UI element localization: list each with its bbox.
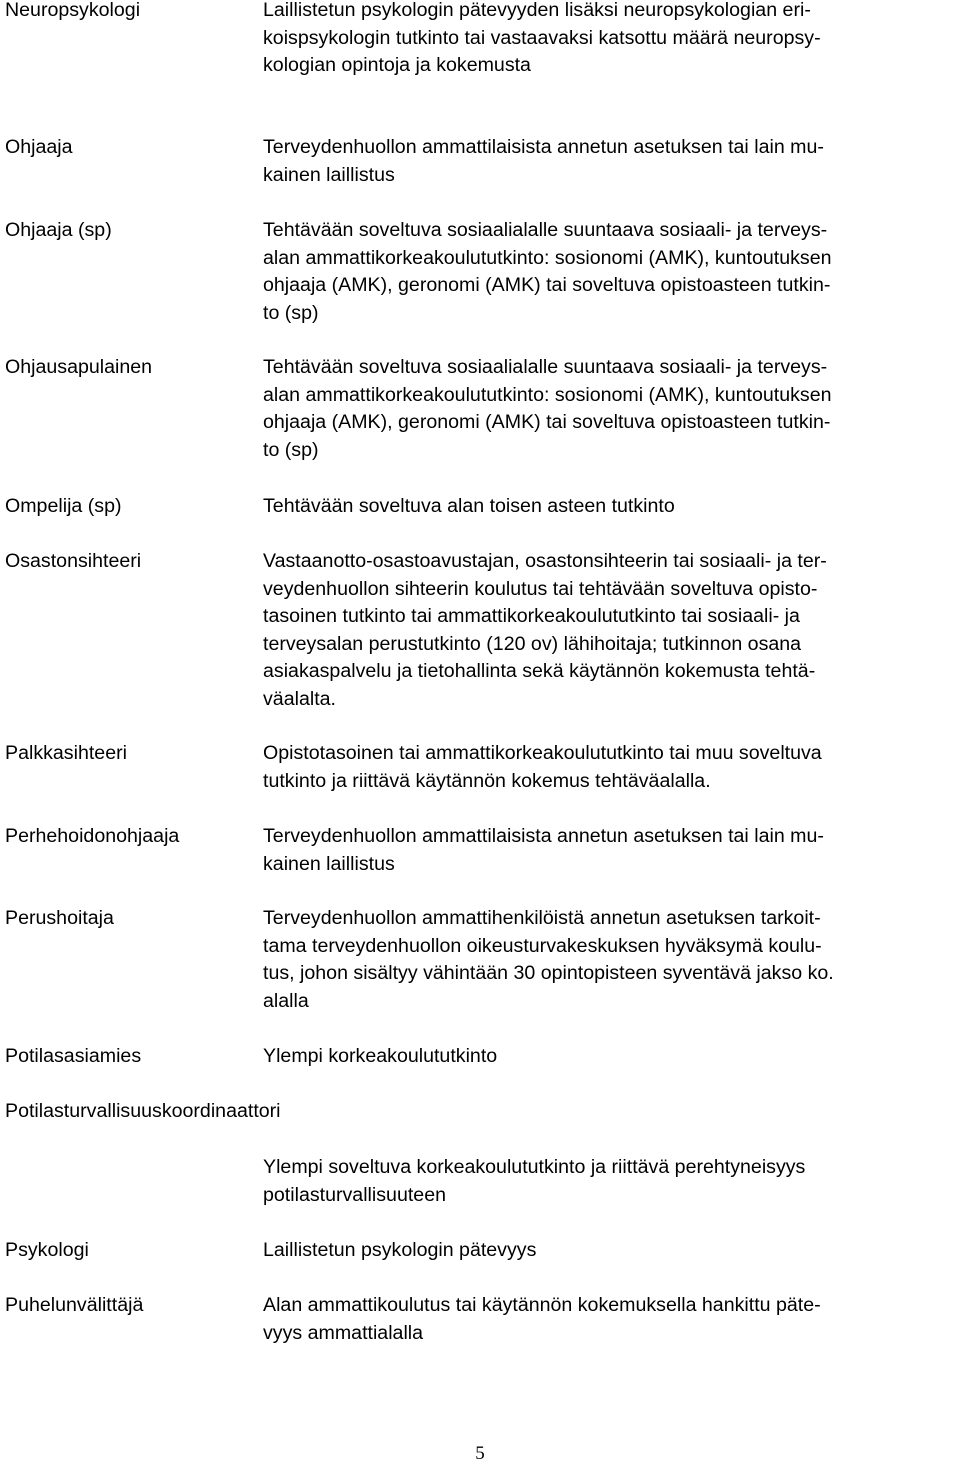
- entry-description: Laillistetun psykologin pätevyyden lisäksi neuropsykologian eri- koispsykologin tutkinto tai vastaavaksi katsottu määrä neuropsy- kologian opintoja ja kokemusta: [263, 0, 821, 77]
- entry-description: Tehtävään soveltuva sosiaalialalle suuntaava sosiaali- ja terveys- alan ammattikorkeakoulututkinto: sosionomi (AMK), kuntoutuksen ohjaaja (AMK), geronomi (AMK) tai soveltuva opistoasteen tutkin- to (sp): [263, 219, 832, 324]
- entry-title: Neuropsykologi: [5, 0, 141, 21]
- entry-description: Alan ammattikoulutus tai käytännön kokemuksella hankittu päte- vyys ammattialalla: [263, 1294, 821, 1344]
- entry-description: Laillistetun psykologin pätevyys: [263, 1239, 537, 1261]
- entry-description: Opistotasoinen tai ammattikorkeakoulututkinto tai muu soveltuva tutkinto ja riittävä käytännön kokemus tehtäväalalla.: [263, 742, 822, 792]
- entry-title: Potilasturvallisuuskoordinaattori: [5, 1100, 281, 1122]
- entry-description: Ylempi korkeakoulututkinto: [263, 1045, 498, 1067]
- entry-description: Tehtävään soveltuva alan toisen asteen tutkinto: [263, 495, 675, 517]
- entry-description: Terveydenhuollon ammattilaisista annetun asetuksen tai lain mu- kainen laillistus: [263, 136, 824, 186]
- entry-title: Puhelunvälittäjä: [5, 1294, 144, 1316]
- page-number: 5: [475, 1443, 485, 1464]
- entry-title: Potilasasiamies: [5, 1045, 142, 1067]
- entry-title: Perhehoidonohjaaja: [5, 825, 180, 847]
- entry-title: Palkkasihteeri: [5, 742, 127, 764]
- entry-title: Ohjausapulainen: [5, 356, 153, 378]
- entry-title: Ompelija (sp): [5, 495, 122, 517]
- entry-description: Terveydenhuollon ammattilaisista annetun asetuksen tai lain mu- kainen laillistus: [263, 825, 824, 875]
- entry-description: Ylempi soveltuva korkeakoulututkinto ja riittävä perehtyneisyys potilasturvallisuuteen: [263, 1156, 806, 1206]
- entry-title: Osastonsihteeri: [5, 550, 142, 572]
- entry-title: Ohjaaja (sp): [5, 219, 112, 241]
- entry-description: Terveydenhuollon ammattihenkilöistä annetun asetuksen tarkoit- tama terveydenhuollon oikeusturvakeskuksen hyväksymä koulu- tus, johon sisältyy vähintään 30 opintopisteen syventävä jakso ko. alalla: [263, 907, 834, 1012]
- entry-title: Perushoitaja: [5, 907, 114, 929]
- entry-title: Ohjaaja: [5, 136, 73, 158]
- entry-description: Vastaanotto-osastoavustajan, osastonsihteerin tai sosiaali- ja ter- veydenhuollon sihteerin koulutus tai tehtävään soveltuva opisto- tasoinen tutkinto tai ammattikorkeakoulututkinto tai sosiaali- ja terveysalan perustutkinto (120 ov) lähihoitaja; tutkinnon osana asiakaspalvelu ja tietohallinta sekä käytännön kokemusta tehtä- väalalta.: [263, 550, 827, 710]
- entry-description: Tehtävään soveltuva sosiaalialalle suuntaava sosiaali- ja terveys- alan ammattikorkeakoulututkinto: sosionomi (AMK), kuntoutuksen ohjaaja (AMK), geronomi (AMK) tai soveltuva opistoasteen tutkin- to (sp): [263, 356, 832, 461]
- entry-title: Psykologi: [5, 1239, 89, 1261]
